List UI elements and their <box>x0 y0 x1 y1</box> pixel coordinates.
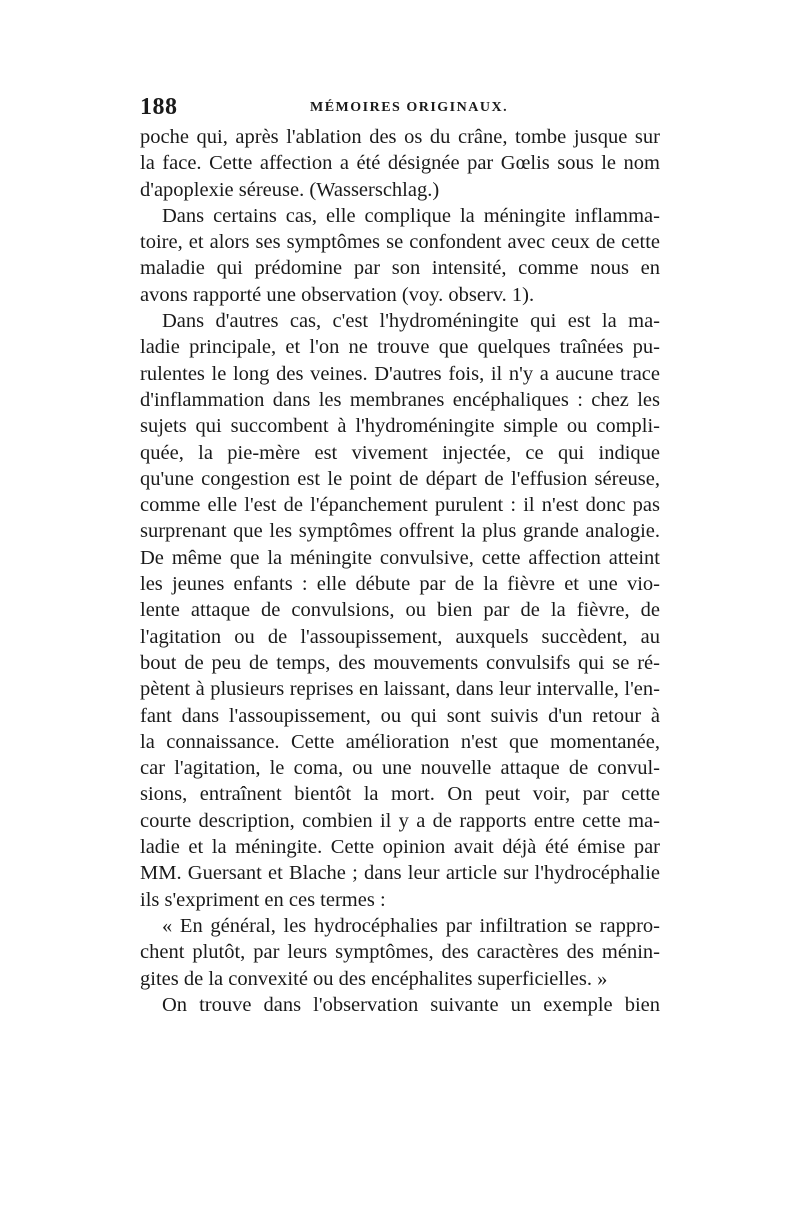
text-line: De même que la méningite convulsive, cette affection atteint <box>140 546 660 569</box>
text-line: gites de la convexité ou des encéphalites superficielles. » <box>140 967 608 990</box>
running-title: MÉMOIRES ORIGINAUX. <box>310 100 509 115</box>
paragraph <box>140 124 660 203</box>
text-line: la face. Cette affection a été désignée par Gœlis sous le nom <box>140 152 660 175</box>
paragraph <box>140 308 660 913</box>
paragraph <box>140 992 660 1018</box>
text-line: bout de peu de temps, des mouvements convulsifs qui se ré- <box>140 651 660 674</box>
text-line: courte description, combien il y a de rapports entre cette ma- <box>140 809 660 832</box>
body-text <box>140 124 660 1018</box>
paragraph <box>140 203 660 308</box>
text-line: pètent à plusieurs reprises en laissant, dans leur intervalle, l'en- <box>140 678 660 701</box>
text-line: On trouve dans l'observation suivante un exemple bien <box>162 993 660 1016</box>
text-line: fant dans l'assoupissement, ou qui sont suivis d'un retour à <box>140 704 660 727</box>
text-line: d'apoplexie séreuse. (Wasserschlag.) <box>140 178 440 201</box>
text-line: poche qui, après l'ablation des os du crâne, tombe jusque sur <box>140 126 660 148</box>
text-line: ils s'expriment en ces termes : <box>140 888 386 911</box>
text-line: sions, entraînent bientôt la mort. On peut voir, par cette <box>140 783 660 806</box>
text-line: « En général, les hydrocéphalies par infiltration se rappro- <box>162 914 660 937</box>
text-line: ladie et la méningite. Cette opinion avait déjà été émise par <box>140 836 660 859</box>
text-line: car l'agitation, le coma, ou une nouvelle attaque de convul- <box>140 757 660 780</box>
text-line: toire, et alors ses symptômes se confondent avec ceux de cette <box>140 231 660 254</box>
text-line: l'agitation ou de l'assoupissement, auxquels succèdent, au <box>140 625 660 648</box>
text-line: d'inflammation dans les membranes encéphaliques : chez les <box>140 388 660 411</box>
text-line: la connaissance. Cette amélioration n'est que momentanée, <box>140 730 660 753</box>
paragraph <box>140 913 660 992</box>
page-number: 188 <box>140 94 178 120</box>
text-line: les jeunes enfants : elle débute par de la fièvre et une vio- <box>140 573 660 596</box>
text-line: rulentes le long des veines. D'autres fois, il n'y a aucune trace <box>140 362 660 385</box>
text-line: lente attaque de convulsions, ou bien par de la fièvre, de <box>140 599 660 622</box>
text-line: comme elle l'est de l'épanchement purulent : il n'est donc pas <box>140 494 660 517</box>
text-line: ladie principale, et l'on ne trouve que quelques traînées pu- <box>140 336 660 359</box>
text-line: avons rapporté une observation (voy. observ. 1). <box>140 283 535 306</box>
text-line: qu'une congestion est le point de départ de l'effusion séreuse, <box>140 467 660 490</box>
running-head <box>140 94 660 124</box>
text-line: sujets qui succombent à l'hydroméningite simple ou compli- <box>140 415 660 438</box>
text-line: chent plutôt, par leurs symptômes, des caractères des ménin- <box>140 941 660 964</box>
text-line: maladie qui prédomine par son intensité, comme nous en <box>140 257 660 280</box>
text-line: Dans certains cas, elle complique la méningite inflamma- <box>162 204 660 227</box>
text-line: quée, la pie-mère est vivement injectée, ce qui indique <box>140 441 660 464</box>
text-line: surprenant que les symptômes offrent la plus grande analogie. <box>140 520 660 543</box>
text-line: Dans d'autres cas, c'est l'hydroméningite qui est la ma- <box>162 310 660 333</box>
text-line: MM. Guersant et Blache ; dans leur article sur l'hydrocéphalie <box>140 862 660 885</box>
